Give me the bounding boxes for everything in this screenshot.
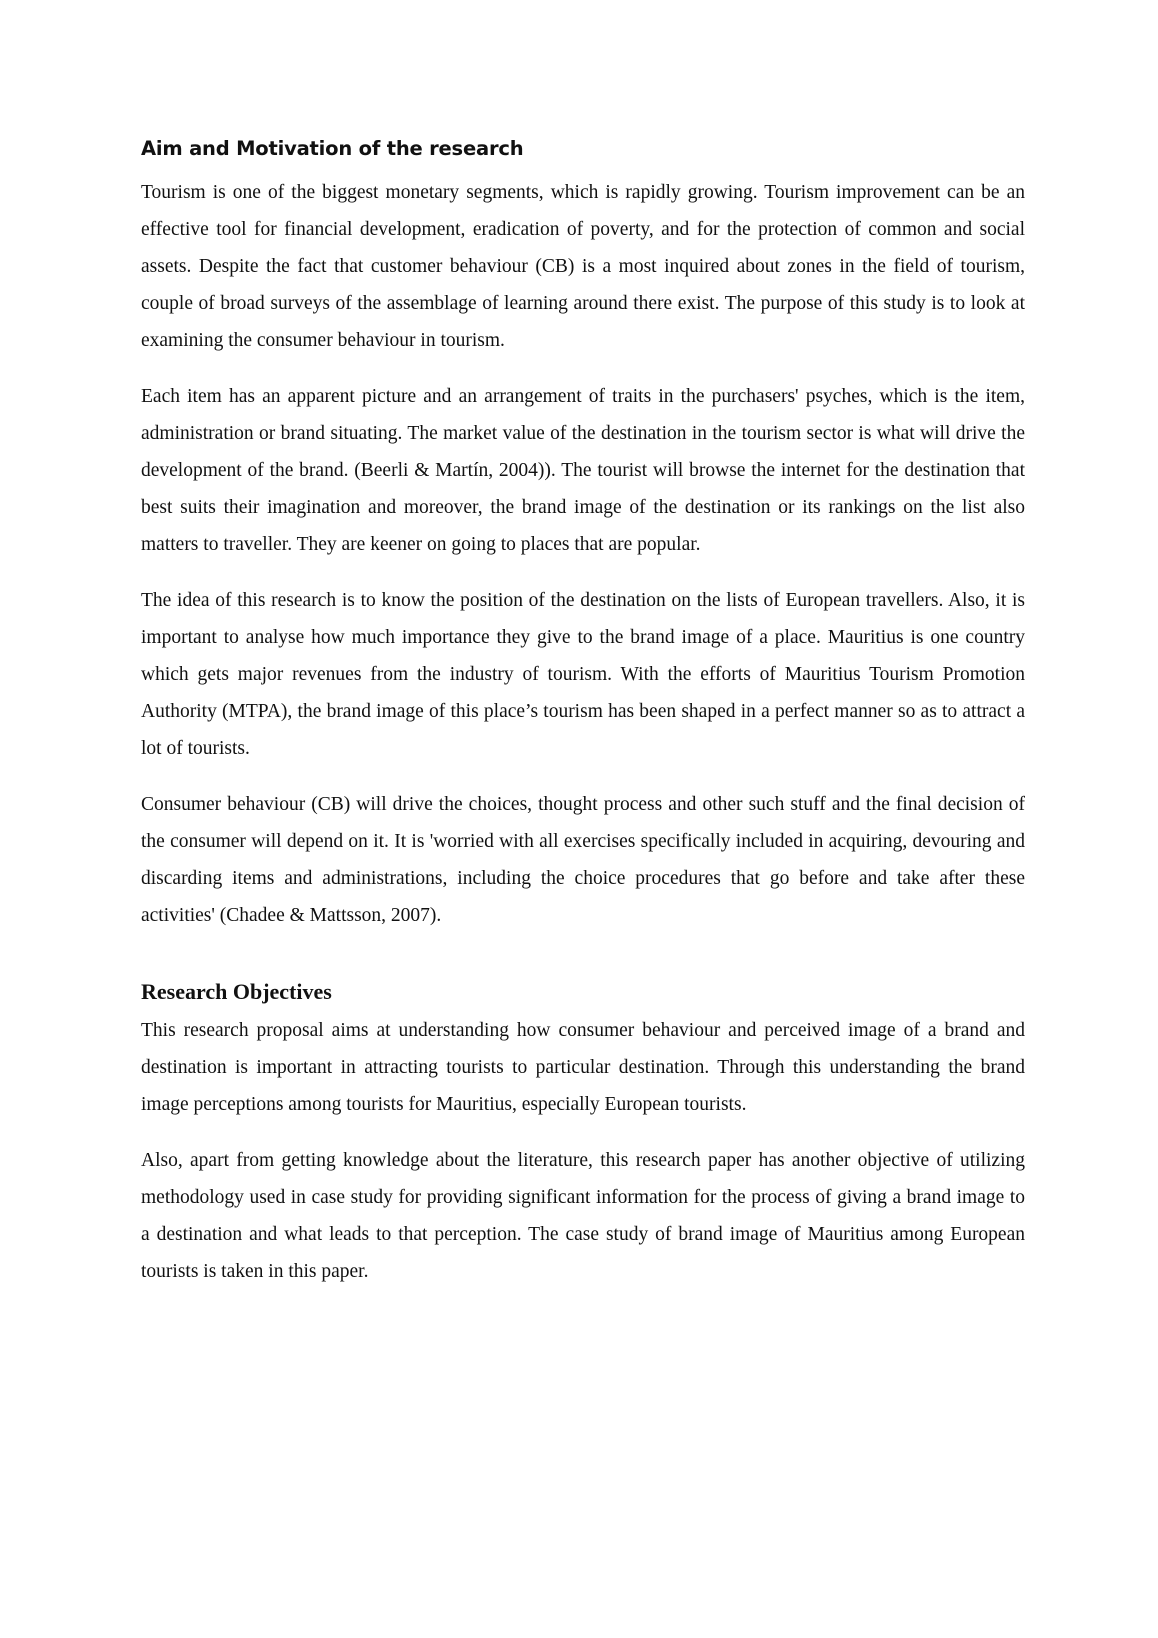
paragraph: The idea of this research is to know the position of the destination on the lists of European travellers. Also, it is important to analyse how much importance they give to the brand image of a place. Mauritius is one country which gets major revenues from the industry of tourism. With the efforts of Mauritius Tourism Promotion Authority (MTPA), the brand image of this place’s tourism has been shaped in a perfect manner so as to attract a lot of tourists. [141, 590, 1025, 759]
paragraph: Also, apart from getting knowledge about the literature, this research paper has another objective of utilizing methodology used in case study for providing significant information for the process of giving a brand image to a destination and what leads to that perception. The case study of brand image of Mauritius among European tourists is taken in this paper. [141, 1150, 1025, 1282]
paragraph: This research proposal aims at understanding how consumer behaviour and perceived image of a brand and destination is important in attracting tourists to particular destination. Through this understanding the brand image perceptions among tourists for Mauritius, especially European tourists. [141, 1020, 1025, 1115]
document-page [141, 136, 1025, 1309]
section-heading-objectives: Research Objectives [141, 979, 332, 1004]
paragraph: Each item has an apparent picture and an arrangement of traits in the purchasers' psyches, which is the item, administration or brand situating. The market value of the destination in the tourism sector is what will drive the development of the brand. (Beerli & Martín, 2004)). The tourist will browse the internet for the destination that best suits their imagination and moreover, the brand image of the destination or its rankings on the list also matters to traveller. They are keener on going to places that are popular. [141, 386, 1025, 555]
section-heading-aim: Aim and Motivation of the research [141, 137, 524, 160]
paragraph: Tourism is one of the biggest monetary segments, which is rapidly growing. Tourism improvement can be an effective tool for financial development, eradication of poverty, and for the protection of common and social assets. Despite the fact that customer behaviour (CB) is a most inquired about zones in the field of tourism, couple of broad surveys of the assemblage of learning around there exist. The purpose of this study is to look at examining the consumer behaviour in tourism. [141, 182, 1025, 351]
paragraph: Consumer behaviour (CB) will drive the choices, thought process and other such stuff and the final decision of the consumer will depend on it. It is 'worried with all exercises specifically included in acquiring, devouring and discarding items and administrations, including the choice procedures that go before and take after these activities' (Chadee & Mattsson, 2007). [141, 794, 1025, 926]
